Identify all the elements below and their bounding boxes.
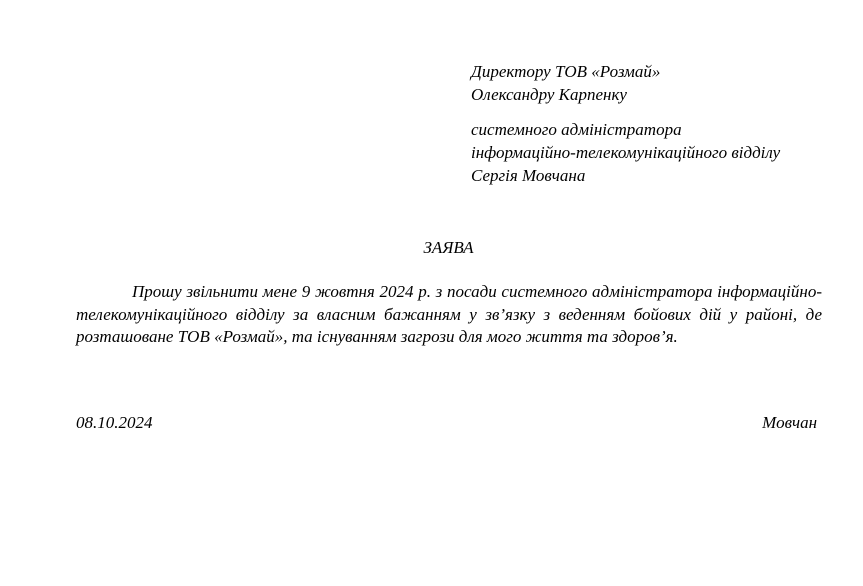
addressee-position: Директору ТОВ «Розмай» bbox=[471, 62, 661, 81]
sender-department: інформаційно-телекомунікаційного відділу bbox=[471, 143, 781, 162]
addressee-name: Олександру Карпенку bbox=[471, 85, 627, 104]
document-signature: Мовчан bbox=[762, 413, 817, 432]
document-date: 08.10.2024 bbox=[76, 413, 153, 432]
sender-name: Сергія Мовчана bbox=[471, 166, 586, 185]
header-block bbox=[471, 60, 780, 187]
header-spacer bbox=[471, 106, 780, 118]
document-body: Прошу звільнити мене 9 жовтня 2024 р. з посади системного адміністратора інформаційно-телекомунікаційного відділу за власним бажанням у зв’язку з веденням бойових дій у районі, де розташоване ТОВ «Розмай», та існуванням загрози для мого життя та здоров’я. bbox=[76, 282, 822, 346]
document-title: ЗАЯВА bbox=[423, 238, 474, 257]
sender-position: системного адміністратора bbox=[471, 120, 682, 139]
